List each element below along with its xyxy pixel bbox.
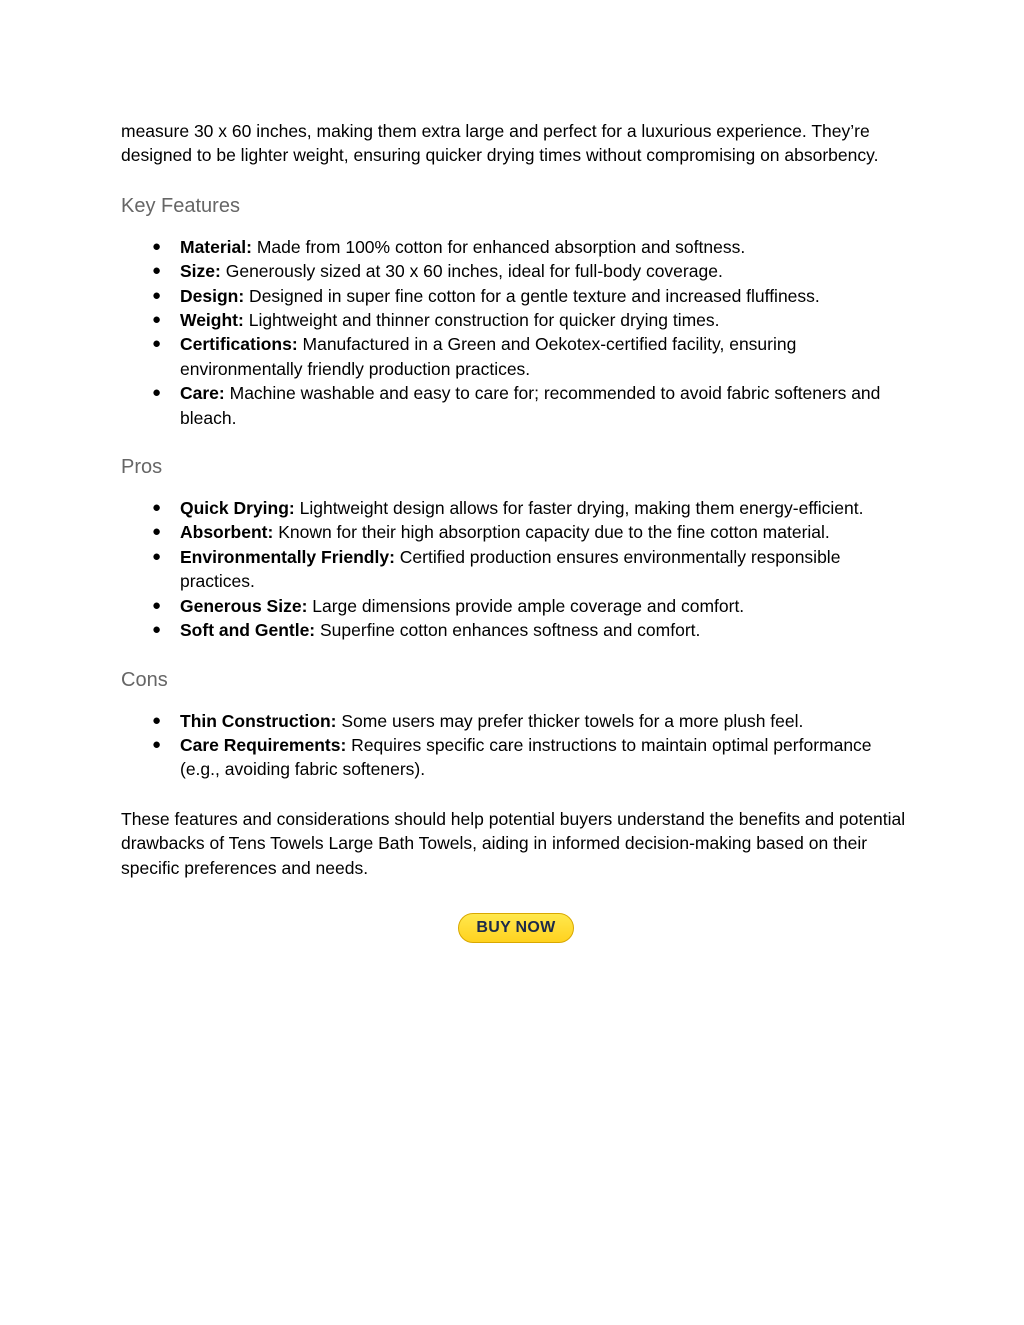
list-item xyxy=(121,381,911,430)
item-label: Quick Drying: xyxy=(180,498,295,519)
bullet-icon: ● xyxy=(152,311,162,329)
list-item xyxy=(121,545,911,594)
item-text: Machine washable and easy to care for; recommended to avoid fabric softeners and bleach. xyxy=(180,383,881,428)
list-item xyxy=(121,496,911,520)
buy-now-button[interactable]: BUY NOW xyxy=(458,913,574,943)
bullet-icon: ● xyxy=(152,237,162,255)
bullet-icon: ● xyxy=(152,547,162,565)
item-label: Environmentally Friendly: xyxy=(180,546,395,567)
item-label: Soft and Gentle: xyxy=(180,620,316,641)
outro-paragraph: These features and considerations should help potential buyers understand the benefits and potential drawbacks of Tens Towels Large Bath Towels, aiding in informed decision-making based on their specific preferences and needs. xyxy=(121,808,906,878)
item-text: Superfine cotton enhances softness and comfort. xyxy=(315,620,701,641)
item-label: Certifications: xyxy=(180,334,298,355)
cons-heading: Cons xyxy=(121,668,168,691)
item-label: Generous Size: xyxy=(180,595,308,616)
item-text: Designed in super fine cotton for a gentle texture and increased fluffiness. xyxy=(244,285,820,306)
item-text: Generously sized at 30 x 60 inches, ideal for full-body coverage. xyxy=(220,261,723,282)
document-page xyxy=(121,119,911,943)
pros-list xyxy=(121,496,911,642)
bullet-icon: ● xyxy=(152,711,162,729)
key-features-list xyxy=(121,235,911,430)
list-item xyxy=(121,308,911,332)
item-label: Design: xyxy=(180,285,245,306)
key-features-heading: Key Features xyxy=(121,194,240,217)
bullet-icon: ● xyxy=(152,384,162,402)
list-item xyxy=(121,709,911,733)
bullet-icon: ● xyxy=(152,621,162,639)
item-text: Made from 100% cotton for enhanced absorption and softness. xyxy=(251,236,746,257)
bullet-icon: ● xyxy=(152,286,162,304)
item-text: Large dimensions provide ample coverage and comfort. xyxy=(307,595,745,616)
list-item xyxy=(121,594,911,618)
buy-button-container xyxy=(121,913,911,943)
list-item xyxy=(121,284,911,308)
intro-paragraph: measure 30 x 60 inches, making them extra large and perfect for a luxurious experience. They’re designed to be lighter weight, ensuring quicker drying times without compromising on absorbency. xyxy=(121,121,879,166)
bullet-icon: ● xyxy=(152,735,162,753)
list-item xyxy=(121,618,911,642)
item-text: Requires specific care instructions to maintain optimal performance (e.g., avoiding fabric softeners). xyxy=(180,734,872,780)
item-text: Certified production ensures environmentally responsible practices. xyxy=(180,546,841,592)
list-item xyxy=(121,235,911,259)
list-item xyxy=(121,733,911,782)
item-text: Manufactured in a Green and Oekotex-certified facility, ensuring environmentally friendly production practices. xyxy=(180,334,797,379)
item-text: Known for their high absorption capacity due to the fine cotton material. xyxy=(273,522,830,543)
item-label: Thin Construction: xyxy=(180,710,337,731)
item-text: Lightweight design allows for faster drying, making them energy-efficient. xyxy=(294,498,864,519)
item-text: Some users may prefer thicker towels for a more plush feel. xyxy=(336,710,804,731)
list-item xyxy=(121,520,911,544)
bullet-icon: ● xyxy=(152,499,162,517)
item-text: Lightweight and thinner construction for quicker drying times. xyxy=(243,310,720,331)
item-label: Material: xyxy=(180,236,252,257)
item-label: Care Requirements: xyxy=(180,734,347,755)
bullet-icon: ● xyxy=(152,335,162,353)
list-item xyxy=(121,259,911,283)
bullet-icon: ● xyxy=(152,523,162,541)
item-label: Absorbent: xyxy=(180,522,274,543)
item-label: Size: xyxy=(180,261,221,282)
cons-list xyxy=(121,709,911,782)
item-label: Care: xyxy=(180,383,225,404)
pros-heading: Pros xyxy=(121,456,163,479)
bullet-icon: ● xyxy=(152,596,162,614)
bullet-icon: ● xyxy=(152,262,162,280)
item-label: Weight: xyxy=(180,310,244,331)
list-item xyxy=(121,332,911,381)
